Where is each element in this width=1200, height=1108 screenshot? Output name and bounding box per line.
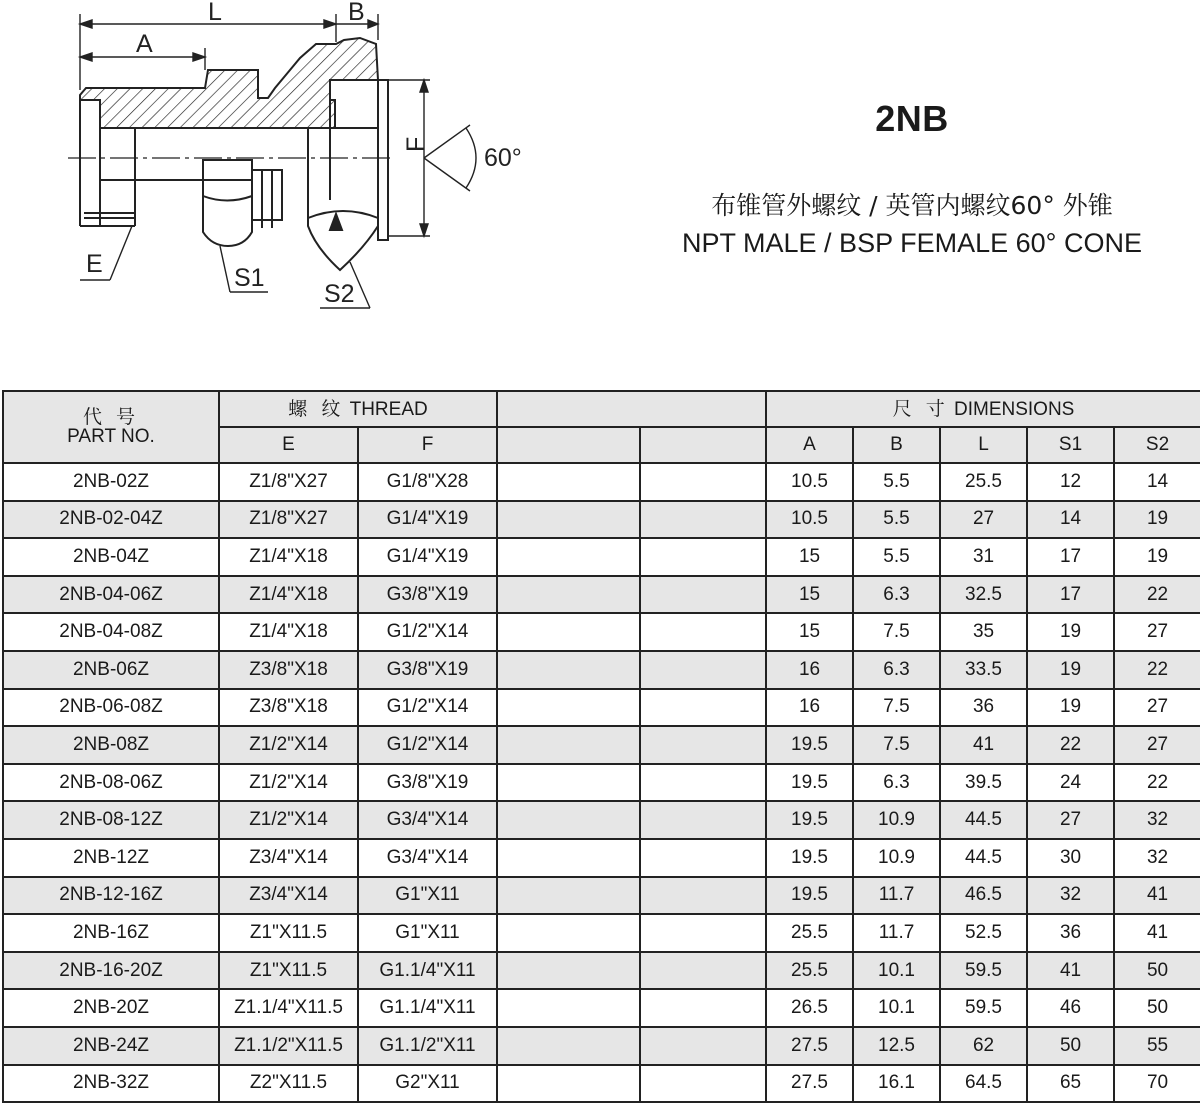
dim-b-cell: 10.9 xyxy=(853,801,940,839)
blank-cell-2 xyxy=(640,576,766,614)
table-row xyxy=(3,576,1200,614)
blank-cell-2 xyxy=(640,952,766,990)
thread-f-cell: G1/2"X14 xyxy=(358,613,497,651)
dim-label-a: A xyxy=(136,30,153,58)
blank-cell-1 xyxy=(497,952,640,990)
dim-l-cell: 62 xyxy=(940,1027,1027,1065)
dim-s2-cell: 55 xyxy=(1114,1027,1200,1065)
part-no-cell: 2NB-12-16Z xyxy=(3,877,219,915)
dim-s1-cell: 50 xyxy=(1027,1027,1114,1065)
thread-f-cell: G3/8"X19 xyxy=(358,576,497,614)
blank-header xyxy=(497,391,766,427)
dim-l-cell: 44.5 xyxy=(940,839,1027,877)
blank-cell-2 xyxy=(640,501,766,539)
blank-cell-2 xyxy=(640,689,766,727)
part-no-cell: 2NB-08Z xyxy=(3,726,219,764)
dim-b-cell: 5.5 xyxy=(853,463,940,501)
thread-e-cell: Z3/8"X18 xyxy=(219,689,358,727)
thread-f-cell: G1.1/4"X11 xyxy=(358,989,497,1027)
dim-a-cell: 15 xyxy=(766,576,853,614)
dim-b-cell: 6.3 xyxy=(853,651,940,689)
table-row xyxy=(3,1027,1200,1065)
dim-s1-cell: 12 xyxy=(1027,463,1114,501)
fitting-drawing xyxy=(40,0,560,330)
dim-a-cell: 27.5 xyxy=(766,1027,853,1065)
dim-l-cell: 52.5 xyxy=(940,914,1027,952)
dim-l-cell: 32.5 xyxy=(940,576,1027,614)
col-header-a: A xyxy=(766,427,853,463)
dim-label-s1: S1 xyxy=(234,264,265,292)
dim-a-cell: 25.5 xyxy=(766,914,853,952)
thread-e-cell: Z1.1/2"X11.5 xyxy=(219,1027,358,1065)
dim-label-angle: 60° xyxy=(484,144,522,172)
part-no-cell: 2NB-04-06Z xyxy=(3,576,219,614)
dim-b-cell: 10.1 xyxy=(853,989,940,1027)
thread-e-cell: Z1/4"X18 xyxy=(219,613,358,651)
blank-cell-2 xyxy=(640,877,766,915)
part-no-header xyxy=(3,391,219,463)
dim-s2-cell: 27 xyxy=(1114,613,1200,651)
dim-s2-cell: 70 xyxy=(1114,1065,1200,1103)
dim-s1-cell: 19 xyxy=(1027,689,1114,727)
col-header-blank-1 xyxy=(497,427,640,463)
table-row xyxy=(3,613,1200,651)
thread-e-cell: Z3/4"X14 xyxy=(219,877,358,915)
dim-a-cell: 25.5 xyxy=(766,952,853,990)
dim-l-cell: 64.5 xyxy=(940,1065,1027,1103)
blank-cell-1 xyxy=(497,576,640,614)
blank-cell-1 xyxy=(497,801,640,839)
col-header-s1: S1 xyxy=(1027,427,1114,463)
dim-l-cell: 59.5 xyxy=(940,952,1027,990)
dim-l-cell: 39.5 xyxy=(940,764,1027,802)
dim-s2-cell: 41 xyxy=(1114,914,1200,952)
dim-label-l: L xyxy=(208,0,222,26)
thread-f-cell: G1.1/4"X11 xyxy=(358,952,497,990)
table-row xyxy=(3,651,1200,689)
table-row xyxy=(3,1065,1200,1103)
table-row xyxy=(3,839,1200,877)
blank-cell-1 xyxy=(497,914,640,952)
dim-s2-cell: 32 xyxy=(1114,801,1200,839)
dimensions-table xyxy=(2,390,1200,1103)
blank-cell-2 xyxy=(640,613,766,651)
dim-s1-cell: 46 xyxy=(1027,989,1114,1027)
dim-s2-cell: 19 xyxy=(1114,501,1200,539)
dim-l-cell: 36 xyxy=(940,689,1027,727)
thread-header xyxy=(219,391,497,427)
dim-b-cell: 5.5 xyxy=(853,538,940,576)
dim-a-cell: 16 xyxy=(766,651,853,689)
dim-label-b: B xyxy=(348,0,365,26)
blank-cell-2 xyxy=(640,801,766,839)
thread-e-cell: Z3/4"X14 xyxy=(219,839,358,877)
part-no-cell: 2NB-04-08Z xyxy=(3,613,219,651)
part-no-cell: 2NB-12Z xyxy=(3,839,219,877)
table-row xyxy=(3,914,1200,952)
thread-e-cell: Z1"X11.5 xyxy=(219,952,358,990)
col-header-b: B xyxy=(853,427,940,463)
dim-s1-cell: 27 xyxy=(1027,801,1114,839)
blank-cell-2 xyxy=(640,914,766,952)
dim-a-cell: 19.5 xyxy=(766,877,853,915)
col-header-s2: S2 xyxy=(1114,427,1200,463)
blank-cell-2 xyxy=(640,1065,766,1103)
dim-s1-cell: 24 xyxy=(1027,764,1114,802)
thread-e-cell: Z1/4"X18 xyxy=(219,538,358,576)
dim-a-cell: 15 xyxy=(766,613,853,651)
dim-s2-cell: 27 xyxy=(1114,726,1200,764)
part-no-cell: 2NB-02-04Z xyxy=(3,501,219,539)
thread-e-cell: Z2"X11.5 xyxy=(219,1065,358,1103)
table-row xyxy=(3,801,1200,839)
blank-cell-1 xyxy=(497,726,640,764)
dim-b-cell: 6.3 xyxy=(853,576,940,614)
thread-f-cell: G1/4"X19 xyxy=(358,538,497,576)
part-no-cell: 2NB-06Z xyxy=(3,651,219,689)
subtitle-english: NPT MALE / BSP FEMALE 60° CONE xyxy=(682,228,1142,258)
blank-cell-1 xyxy=(497,501,640,539)
dim-b-cell: 11.7 xyxy=(853,877,940,915)
part-no-header-en: PART NO. xyxy=(67,426,155,447)
blank-cell-1 xyxy=(497,839,640,877)
thread-e-cell: Z1/2"X14 xyxy=(219,801,358,839)
dim-s2-cell: 22 xyxy=(1114,576,1200,614)
blank-cell-2 xyxy=(640,764,766,802)
table-row xyxy=(3,538,1200,576)
dim-s1-cell: 36 xyxy=(1027,914,1114,952)
table-row xyxy=(3,689,1200,727)
thread-f-cell: G1/2"X14 xyxy=(358,726,497,764)
dim-a-cell: 19.5 xyxy=(766,839,853,877)
dim-b-cell: 7.5 xyxy=(853,726,940,764)
thread-e-cell: Z1"X11.5 xyxy=(219,914,358,952)
dim-a-cell: 26.5 xyxy=(766,989,853,1027)
blank-cell-1 xyxy=(497,1027,640,1065)
dim-s1-cell: 19 xyxy=(1027,613,1114,651)
col-header-l: L xyxy=(940,427,1027,463)
blank-cell-1 xyxy=(497,764,640,802)
col-header-f: F xyxy=(358,427,497,463)
thread-f-cell: G1/2"X14 xyxy=(358,689,497,727)
thread-e-cell: Z1/2"X14 xyxy=(219,726,358,764)
dim-a-cell: 19.5 xyxy=(766,801,853,839)
part-no-cell: 2NB-24Z xyxy=(3,1027,219,1065)
thread-f-cell: G1.1/2"X11 xyxy=(358,1027,497,1065)
table-row xyxy=(3,726,1200,764)
dim-s2-cell: 14 xyxy=(1114,463,1200,501)
thread-f-cell: G3/4"X14 xyxy=(358,801,497,839)
dim-s2-cell: 22 xyxy=(1114,764,1200,802)
table-row xyxy=(3,989,1200,1027)
blank-cell-1 xyxy=(497,538,640,576)
dim-a-cell: 15 xyxy=(766,538,853,576)
dim-a-cell: 16 xyxy=(766,689,853,727)
thread-f-cell: G1"X11 xyxy=(358,877,497,915)
dim-s1-cell: 14 xyxy=(1027,501,1114,539)
dimensions-header xyxy=(766,391,1200,427)
dim-b-cell: 16.1 xyxy=(853,1065,940,1103)
dimensions-header-cn: 尺 寸 xyxy=(892,397,949,420)
dim-s1-cell: 41 xyxy=(1027,952,1114,990)
table-row xyxy=(3,463,1200,501)
dim-label-f: F xyxy=(402,136,430,152)
thread-f-cell: G1/4"X19 xyxy=(358,501,497,539)
header-row-1 xyxy=(3,391,1200,427)
col-header-e: E xyxy=(219,427,358,463)
dim-s1-cell: 19 xyxy=(1027,651,1114,689)
dim-s2-cell: 27 xyxy=(1114,689,1200,727)
blank-cell-2 xyxy=(640,989,766,1027)
table-row xyxy=(3,764,1200,802)
blank-cell-1 xyxy=(497,1065,640,1103)
dim-s1-cell: 30 xyxy=(1027,839,1114,877)
dim-b-cell: 7.5 xyxy=(853,689,940,727)
dim-s2-cell: 32 xyxy=(1114,839,1200,877)
blank-cell-1 xyxy=(497,651,640,689)
thread-f-cell: G3/8"X19 xyxy=(358,651,497,689)
blank-cell-2 xyxy=(640,1027,766,1065)
part-no-cell: 2NB-04Z xyxy=(3,538,219,576)
blank-cell-1 xyxy=(497,463,640,501)
part-no-cell: 2NB-08-06Z xyxy=(3,764,219,802)
dim-s1-cell: 17 xyxy=(1027,576,1114,614)
blank-cell-1 xyxy=(497,877,640,915)
dim-l-cell: 27 xyxy=(940,501,1027,539)
dim-l-cell: 31 xyxy=(940,538,1027,576)
dim-b-cell: 10.9 xyxy=(853,839,940,877)
subtitle-chinese: 布锥管外螺纹 / 英管内螺纹60° 外锥 xyxy=(711,191,1113,220)
dim-b-cell: 7.5 xyxy=(853,613,940,651)
thread-e-cell: Z3/8"X18 xyxy=(219,651,358,689)
table-row xyxy=(3,952,1200,990)
page-title: 2NB xyxy=(875,98,949,139)
blank-cell-2 xyxy=(640,463,766,501)
dim-label-e: E xyxy=(86,250,103,278)
thread-e-cell: Z1.1/4"X11.5 xyxy=(219,989,358,1027)
table-row xyxy=(3,501,1200,539)
blank-cell-2 xyxy=(640,651,766,689)
thread-e-cell: Z1/8"X27 xyxy=(219,463,358,501)
dim-a-cell: 27.5 xyxy=(766,1065,853,1103)
thread-f-cell: G1/8"X28 xyxy=(358,463,497,501)
dimensions-header-en: DIMENSIONS xyxy=(954,398,1075,420)
dim-a-cell: 19.5 xyxy=(766,764,853,802)
table-row xyxy=(3,877,1200,915)
dim-l-cell: 35 xyxy=(940,613,1027,651)
dim-b-cell: 12.5 xyxy=(853,1027,940,1065)
blank-cell-2 xyxy=(640,538,766,576)
dim-s2-cell: 22 xyxy=(1114,651,1200,689)
dim-s2-cell: 41 xyxy=(1114,877,1200,915)
dim-a-cell: 10.5 xyxy=(766,463,853,501)
part-no-cell: 2NB-08-12Z xyxy=(3,801,219,839)
blank-cell-2 xyxy=(640,839,766,877)
thread-e-cell: Z1/8"X27 xyxy=(219,501,358,539)
dim-b-cell: 6.3 xyxy=(853,764,940,802)
part-no-cell: 2NB-32Z xyxy=(3,1065,219,1103)
blank-cell-2 xyxy=(640,726,766,764)
dim-l-cell: 59.5 xyxy=(940,989,1027,1027)
thread-e-cell: Z1/2"X14 xyxy=(219,764,358,802)
dim-a-cell: 10.5 xyxy=(766,501,853,539)
dim-s1-cell: 17 xyxy=(1027,538,1114,576)
dim-s1-cell: 22 xyxy=(1027,726,1114,764)
dim-l-cell: 41 xyxy=(940,726,1027,764)
part-no-cell: 2NB-06-08Z xyxy=(3,689,219,727)
dim-b-cell: 11.7 xyxy=(853,914,940,952)
thread-f-cell: G3/4"X14 xyxy=(358,839,497,877)
thread-f-cell: G2"X11 xyxy=(358,1065,497,1103)
dim-l-cell: 46.5 xyxy=(940,877,1027,915)
col-header-blank-2 xyxy=(640,427,766,463)
dim-s1-cell: 65 xyxy=(1027,1065,1114,1103)
part-no-cell: 2NB-20Z xyxy=(3,989,219,1027)
dim-l-cell: 25.5 xyxy=(940,463,1027,501)
blank-cell-1 xyxy=(497,989,640,1027)
dim-l-cell: 33.5 xyxy=(940,651,1027,689)
thread-f-cell: G3/8"X19 xyxy=(358,764,497,802)
dim-s2-cell: 50 xyxy=(1114,989,1200,1027)
part-no-cell: 2NB-16Z xyxy=(3,914,219,952)
dim-s2-cell: 50 xyxy=(1114,952,1200,990)
thread-f-cell: G1"X11 xyxy=(358,914,497,952)
part-no-cell: 2NB-16-20Z xyxy=(3,952,219,990)
part-no-cell: 2NB-02Z xyxy=(3,463,219,501)
thread-header-en: THREAD xyxy=(349,398,428,420)
dim-a-cell: 19.5 xyxy=(766,726,853,764)
blank-cell-1 xyxy=(497,613,640,651)
dim-b-cell: 10.1 xyxy=(853,952,940,990)
dim-s1-cell: 32 xyxy=(1027,877,1114,915)
thread-e-cell: Z1/4"X18 xyxy=(219,576,358,614)
thread-header-cn: 螺 纹 xyxy=(288,397,345,420)
part-no-header-cn: 代 号 xyxy=(82,406,140,428)
dim-l-cell: 44.5 xyxy=(940,801,1027,839)
blank-cell-1 xyxy=(497,689,640,727)
dim-s2-cell: 19 xyxy=(1114,538,1200,576)
dim-b-cell: 5.5 xyxy=(853,501,940,539)
dim-label-s2: S2 xyxy=(324,280,355,308)
